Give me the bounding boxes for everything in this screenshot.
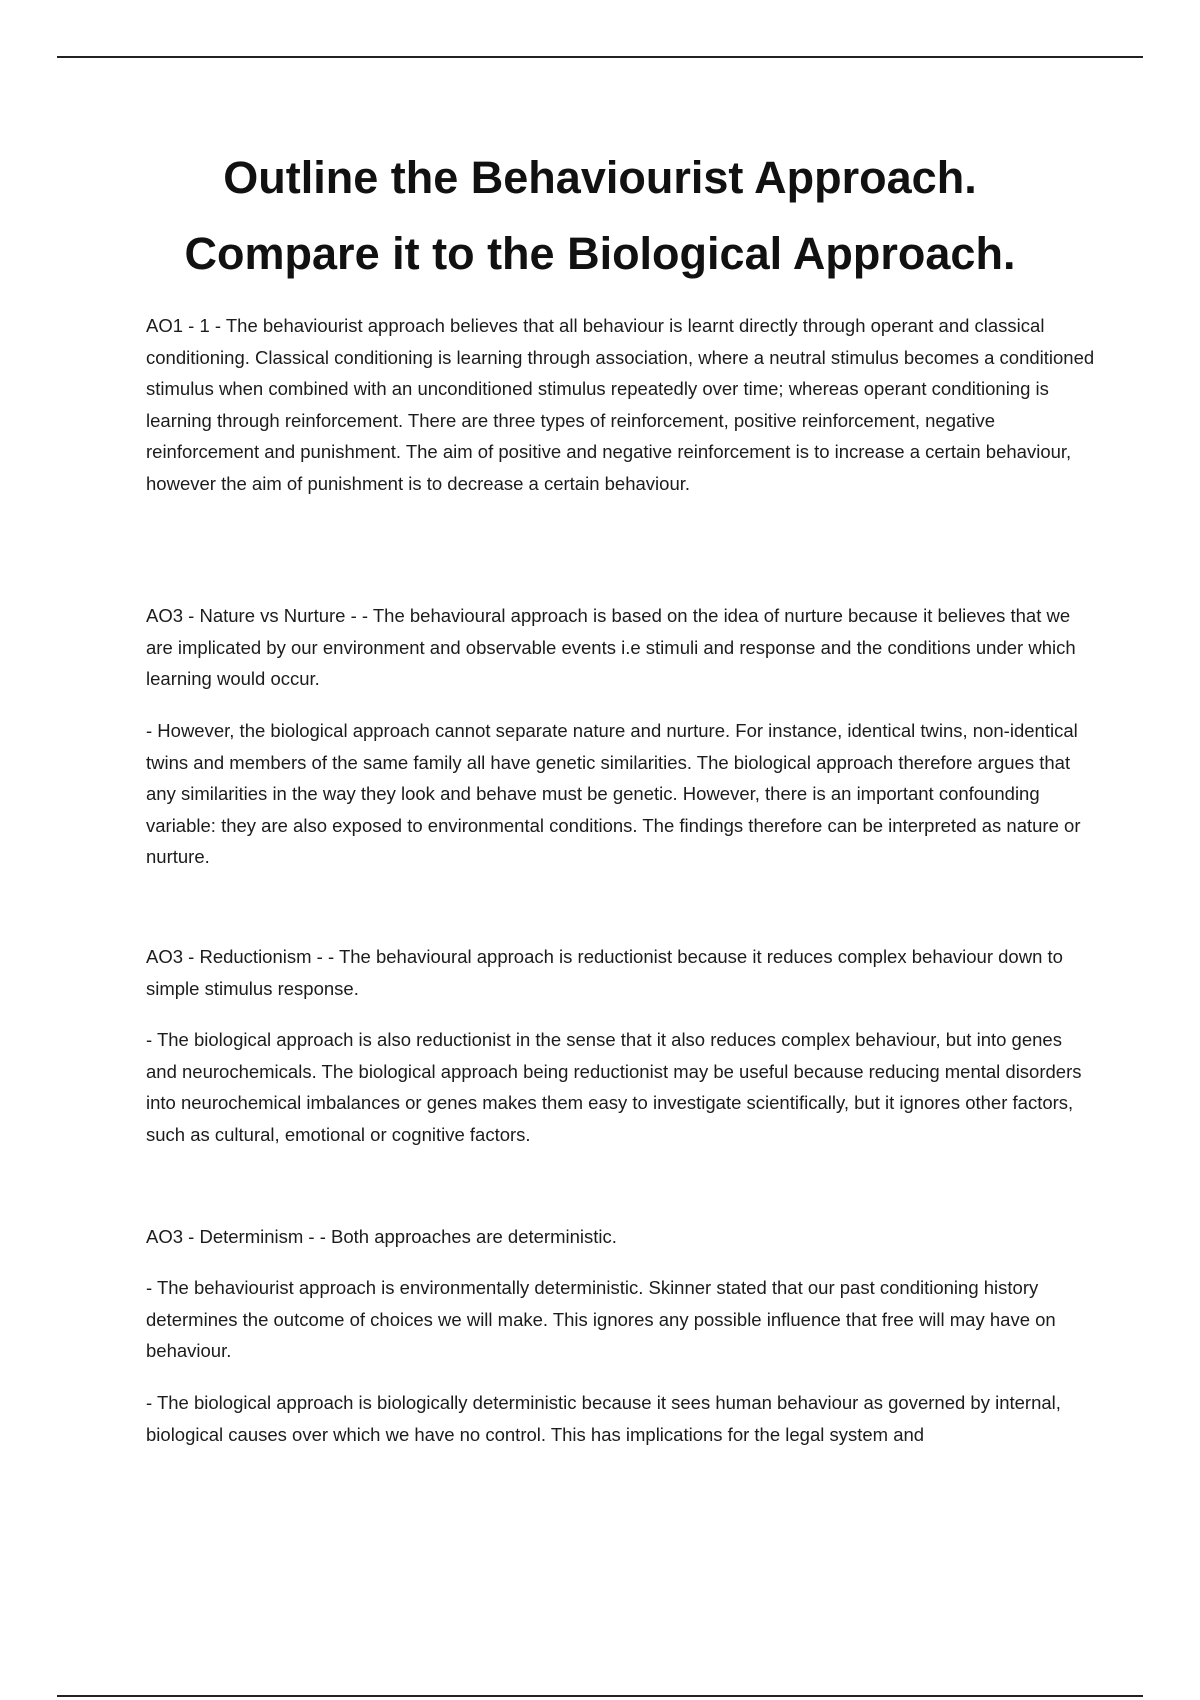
title-line-1: Outline the Behaviourist Approach. xyxy=(223,152,977,203)
paragraph-determinism-biological: - The biological approach is biologically deterministic because it sees human behaviour as governed by internal, biological causes over which we have no control. This has implications for the legal system and xyxy=(146,1392,1061,1445)
paragraph-reductionism-biological: - The biological approach is also reductionist in the sense that it also reduces complex behaviour, but into genes and neurochemicals. The biological approach being reductionist may be useful because reducing mental disorders into neurochemical imbalances or genes makes them easy to investigate scientifically, but it ignores other factors, such as cultural, emotional or cognitive factors. xyxy=(146,1029,1082,1145)
paragraph-nature-nurture: AO3 - Nature vs Nurture - - The behavioural approach is based on the idea of nurture because it believes that we are implicated by our environment and observable events i.e stimuli and response and the conditions under which learning would occur. xyxy=(146,605,1076,689)
paragraph-determinism-behaviourist: - The behaviourist approach is environmentally deterministic. Skinner stated that our past conditioning history determines the outcome of choices we will make. This ignores any possible influence that free will may have on behaviour. xyxy=(146,1277,1056,1361)
paragraph-determinism: AO3 - Determinism - - Both approaches are deterministic. xyxy=(146,1226,617,1247)
bottom-divider xyxy=(57,1695,1143,1697)
top-divider xyxy=(57,56,1143,58)
title-line-2: Compare it to the Biological Approach. xyxy=(184,228,1016,279)
paragraph-reductionism: AO3 - Reductionism - - The behavioural approach is reductionist because it reduces complex behaviour down to simple stimulus response. xyxy=(146,946,1063,999)
page-title xyxy=(57,140,1143,292)
paragraph-nature-nurture-biological: - However, the biological approach cannot separate nature and nurture. For instance, identical twins, non-identical twins and members of the same family all have genetic similarities. The biological approach therefore argues that any similarities in the way they look and behave must be genetic. However, there is an important confounding variable: they are also exposed to environmental conditions. The findings therefore can be interpreted as nature or nurture. xyxy=(146,720,1081,867)
paragraph-ao1: AO1 - 1 - The behaviourist approach believes that all behaviour is learnt directly through operant and classical conditioning. Classical conditioning is learning through association, where a neutral stimulus becomes a conditioned stimulus when combined with an unconditioned stimulus repeatedly over time; whereas operant conditioning is learning through reinforcement. There are three types of reinforcement, positive reinforcement, negative reinforcement and punishment. The aim of positive and negative reinforcement is to increase a certain behaviour, however the aim of punishment is to decrease a certain behaviour. xyxy=(146,315,1095,494)
